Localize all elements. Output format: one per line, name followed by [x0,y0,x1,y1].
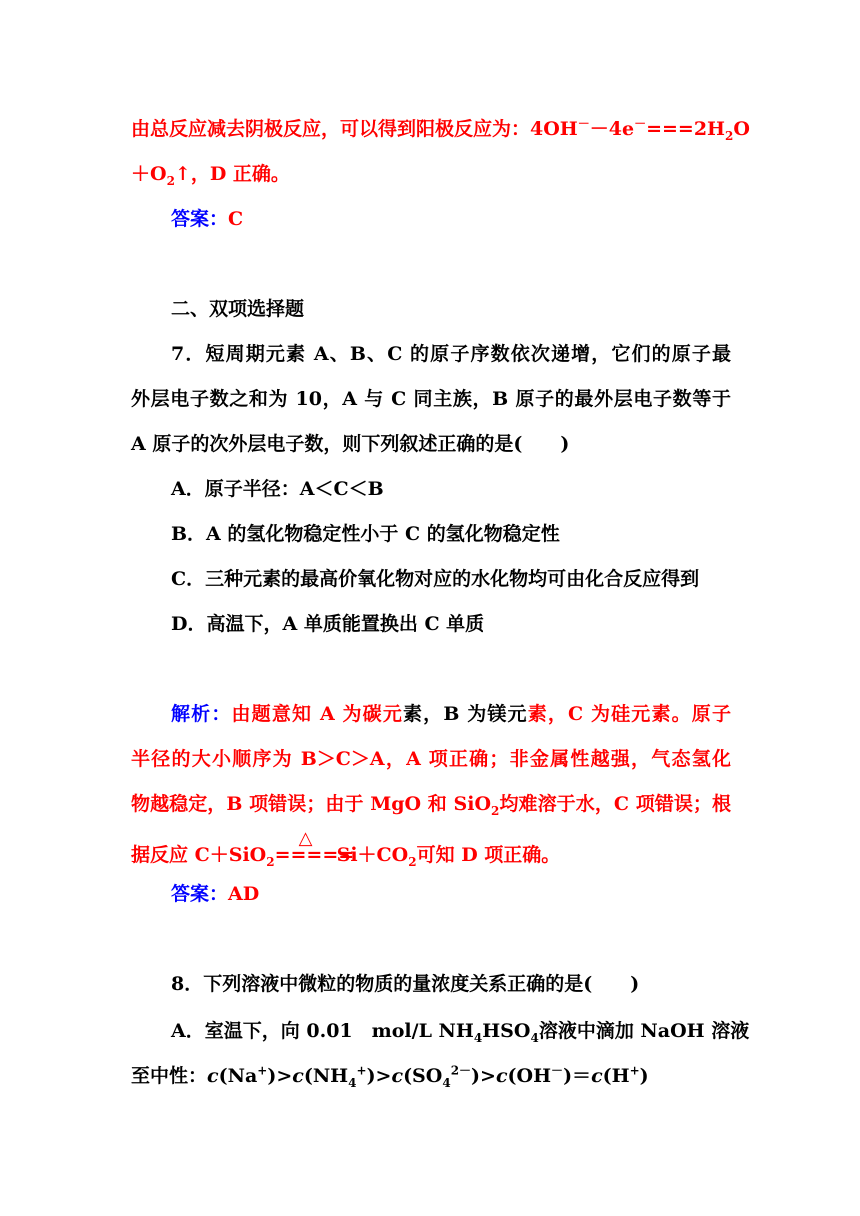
q7-analysis-line-1: 解析：由题意知 A 为碳元素，B 为镁元素，C 为硅元素。原子 [171,703,731,725]
q6-answer: 答案：C [171,208,244,230]
q8-option-a-line-1: A．室温下，向 0.01 mol/L $NH_4HSO_4$溶液中滴加 NaOH 溶液 [171,1020,750,1045]
q8-option-a-line-2: 至中性：$c(Na^+)>c(NH_4^+)>c(SO_4^{2-})>c(OH^-)=c(H^+)$ [131,1063,649,1090]
q6-analysis-line-2: $+O_2↑$，D 正确。 [131,163,290,188]
q7-analysis-line-3: 物越稳定，B 项错误；由于 MgO 和 SiO$_2$均难溶于水，C 项错误；根 [131,793,731,818]
heating-condition-sign: △ ===== [274,828,355,866]
q7-option-a: A．原子半径：A＜C＜B [171,478,384,500]
q7-option-b: B．A 的氢化物稳定性小于 C 的氢化物稳定性 [171,523,560,545]
q7-option-c: C．三种元素的最高价氧化物对应的水化物均可由化合反应得到 [171,568,700,590]
q7-option-d: D．高温下，A 单质能置换出 C 单质 [171,613,485,635]
q7-analysis-line-2: 半径的大小顺序为 B＞C＞A，A 项正确；非金属性越强，气态氢化 [131,748,731,770]
q7-analysis-line-4: 据反应 C＋SiO$_2$ △ $=====Si+CO_2$可知 D 项正确。 [131,828,561,869]
q8-stem: 8．下列溶液中微粒的物质的量浓度关系正确的是( ) [171,973,640,995]
q7-stem-line-2: 外层电子数之和为 10，A 与 C 同主族，B 原子的最外层电子数等于 [131,388,731,410]
section-title: 二、双项选择题 [171,298,305,320]
q6-analysis-line-1: 由总反应减去阴极反应，可以得到阳极反应为：$4OH^--4e^-===2H_2O$ [131,116,750,143]
q7-stem-line-1: 7．短周期元素 A、B、C 的原子序数依次递增，它们的原子最 [171,343,731,365]
q7-answer: 答案：AD [171,883,260,905]
delta-symbol: △ [298,828,313,849]
q7-stem-line-3: A 原子的次外层电子数，则下列叙述正确的是( ) [131,433,570,455]
